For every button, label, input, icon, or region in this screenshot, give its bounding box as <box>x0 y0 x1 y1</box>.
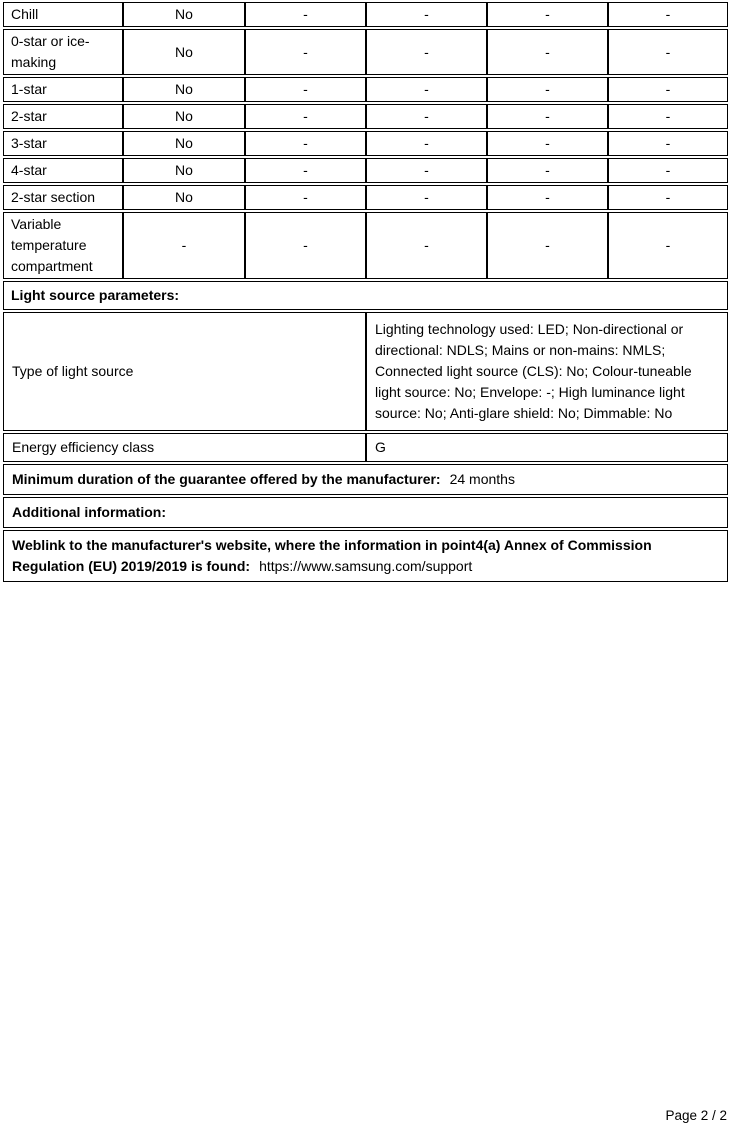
table-row <box>3 131 728 156</box>
additional-information-header: Additional information: <box>3 497 728 528</box>
table-row <box>3 185 728 210</box>
table-row <box>3 212 728 279</box>
cell-value: No <box>123 29 245 75</box>
cell-value: No <box>123 104 245 129</box>
cell-value: - <box>366 212 487 279</box>
row-label: 2-star <box>3 104 123 129</box>
table-row <box>3 497 728 528</box>
energy-efficiency-class-value: G <box>366 433 728 462</box>
cell-value: - <box>487 29 608 75</box>
type-of-light-source-label: Type of light source <box>3 312 366 431</box>
cell-value: No <box>123 2 245 27</box>
cell-value: - <box>608 158 728 183</box>
page-number: Page 2 / 2 <box>665 1108 727 1123</box>
cell-value: - <box>366 131 487 156</box>
cell-value: No <box>123 158 245 183</box>
cell-value: - <box>487 104 608 129</box>
table-row <box>3 312 728 431</box>
product-fiche-table <box>3 0 728 584</box>
table-row <box>3 158 728 183</box>
row-label: 2-star section <box>3 185 123 210</box>
cell-value: No <box>123 77 245 102</box>
table-row <box>3 2 728 27</box>
cell-value: - <box>366 29 487 75</box>
type-of-light-source-value: Lighting technology used: LED; Non-directional or directional: NDLS; Mains or non-mains: NMLS; Connected light source (CLS): No; Colour-tuneable light source: No; Envelope: -; High luminance light source: No; Anti-glare shield: No; Dimmable: No <box>366 312 728 431</box>
cell-value: No <box>123 131 245 156</box>
cell-value: - <box>366 185 487 210</box>
cell-value: - <box>487 131 608 156</box>
row-label: Chill <box>3 2 123 27</box>
cell-value: - <box>366 2 487 27</box>
cell-value: - <box>608 185 728 210</box>
row-label: Variable temperature compartment <box>3 212 123 279</box>
cell-value: - <box>366 104 487 129</box>
weblink-row-cell <box>3 530 728 582</box>
cell-value: - <box>608 29 728 75</box>
cell-value: - <box>366 158 487 183</box>
table-row <box>3 77 728 102</box>
cell-value: - <box>245 2 366 27</box>
table-row <box>3 530 728 582</box>
table-row <box>3 464 728 495</box>
cell-value: - <box>487 212 608 279</box>
cell-value: No <box>123 185 245 210</box>
cell-value: - <box>245 77 366 102</box>
cell-value: - <box>608 2 728 27</box>
cell-value: - <box>245 158 366 183</box>
row-label: 4-star <box>3 158 123 183</box>
light-source-section-header: Light source parameters: <box>3 281 728 310</box>
cell-value: - <box>487 185 608 210</box>
row-label: 0-star or ice-making <box>3 29 123 75</box>
table-row <box>3 104 728 129</box>
guarantee-row-cell <box>3 464 728 495</box>
cell-value: - <box>487 158 608 183</box>
table-row <box>3 433 728 462</box>
cell-value: - <box>245 212 366 279</box>
cell-value: - <box>608 131 728 156</box>
cell-value: - <box>245 131 366 156</box>
table-row <box>3 29 728 75</box>
energy-efficiency-class-label: Energy efficiency class <box>3 433 366 462</box>
cell-value: - <box>245 104 366 129</box>
row-label: 3-star <box>3 131 123 156</box>
cell-value: - <box>245 185 366 210</box>
cell-value: - <box>487 77 608 102</box>
row-label: 1-star <box>3 77 123 102</box>
weblink-url: https://www.samsung.com/support <box>259 558 473 574</box>
cell-value: - <box>608 212 728 279</box>
cell-value: - <box>608 77 728 102</box>
table-row <box>3 281 728 310</box>
cell-value: - <box>123 212 245 279</box>
weblink-label: Weblink to the manufacturer's website, where the information in point4(a) Annex of Commission Regulation (EU) 2019/2019 is found: <box>12 537 652 574</box>
cell-value: - <box>366 77 487 102</box>
guarantee-label: Minimum duration of the guarantee offered by the manufacturer: <box>12 471 441 487</box>
guarantee-value: 24 months <box>449 471 515 487</box>
cell-value: - <box>245 29 366 75</box>
cell-value: - <box>608 104 728 129</box>
cell-value: - <box>487 2 608 27</box>
